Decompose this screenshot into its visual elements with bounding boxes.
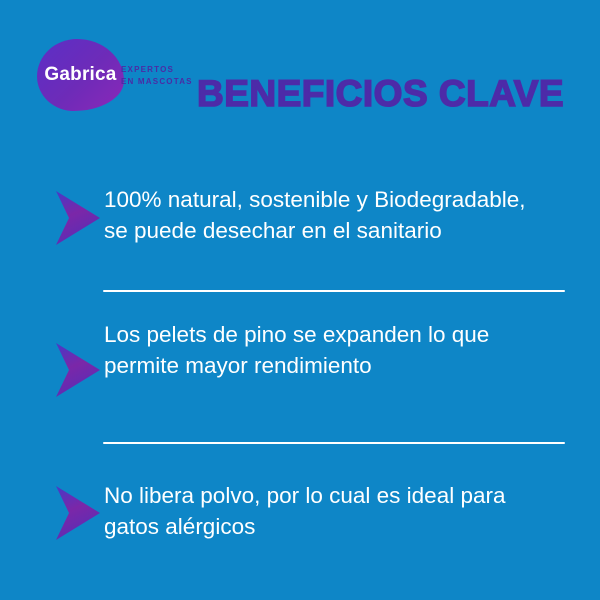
logo-tagline <box>121 64 193 88</box>
benefit-1-line2: se puede desechar en el sanitario <box>104 218 442 243</box>
logo-tagline-line1: EXPERTOS <box>121 65 175 74</box>
arrow-right-icon <box>56 191 100 245</box>
arrow-right-icon <box>56 486 100 540</box>
logo-tagline-line2: EN MASCOTAS <box>121 77 193 86</box>
benefit-1-line1: 100% natural, sostenible y Biodegradable, <box>104 187 526 212</box>
gabrica-logo <box>37 39 124 111</box>
page-title: BENEFICIOS CLAVE <box>197 72 565 114</box>
benefit-item-3 <box>104 480 574 542</box>
divider <box>103 290 565 292</box>
benefit-2-line2: permite mayor rendimiento <box>104 353 372 378</box>
benefit-3-line1: No libera polvo, por lo cual es ideal para <box>104 483 506 508</box>
benefit-item-2 <box>104 319 574 381</box>
benefit-3-line2: gatos alérgicos <box>104 514 256 539</box>
divider <box>103 442 565 444</box>
logo-wordmark: Gabrica <box>44 64 117 85</box>
benefit-item-1 <box>104 184 574 246</box>
benefit-2-line1: Los pelets de pino se expanden lo que <box>104 322 490 347</box>
arrow-right-icon <box>56 343 100 397</box>
